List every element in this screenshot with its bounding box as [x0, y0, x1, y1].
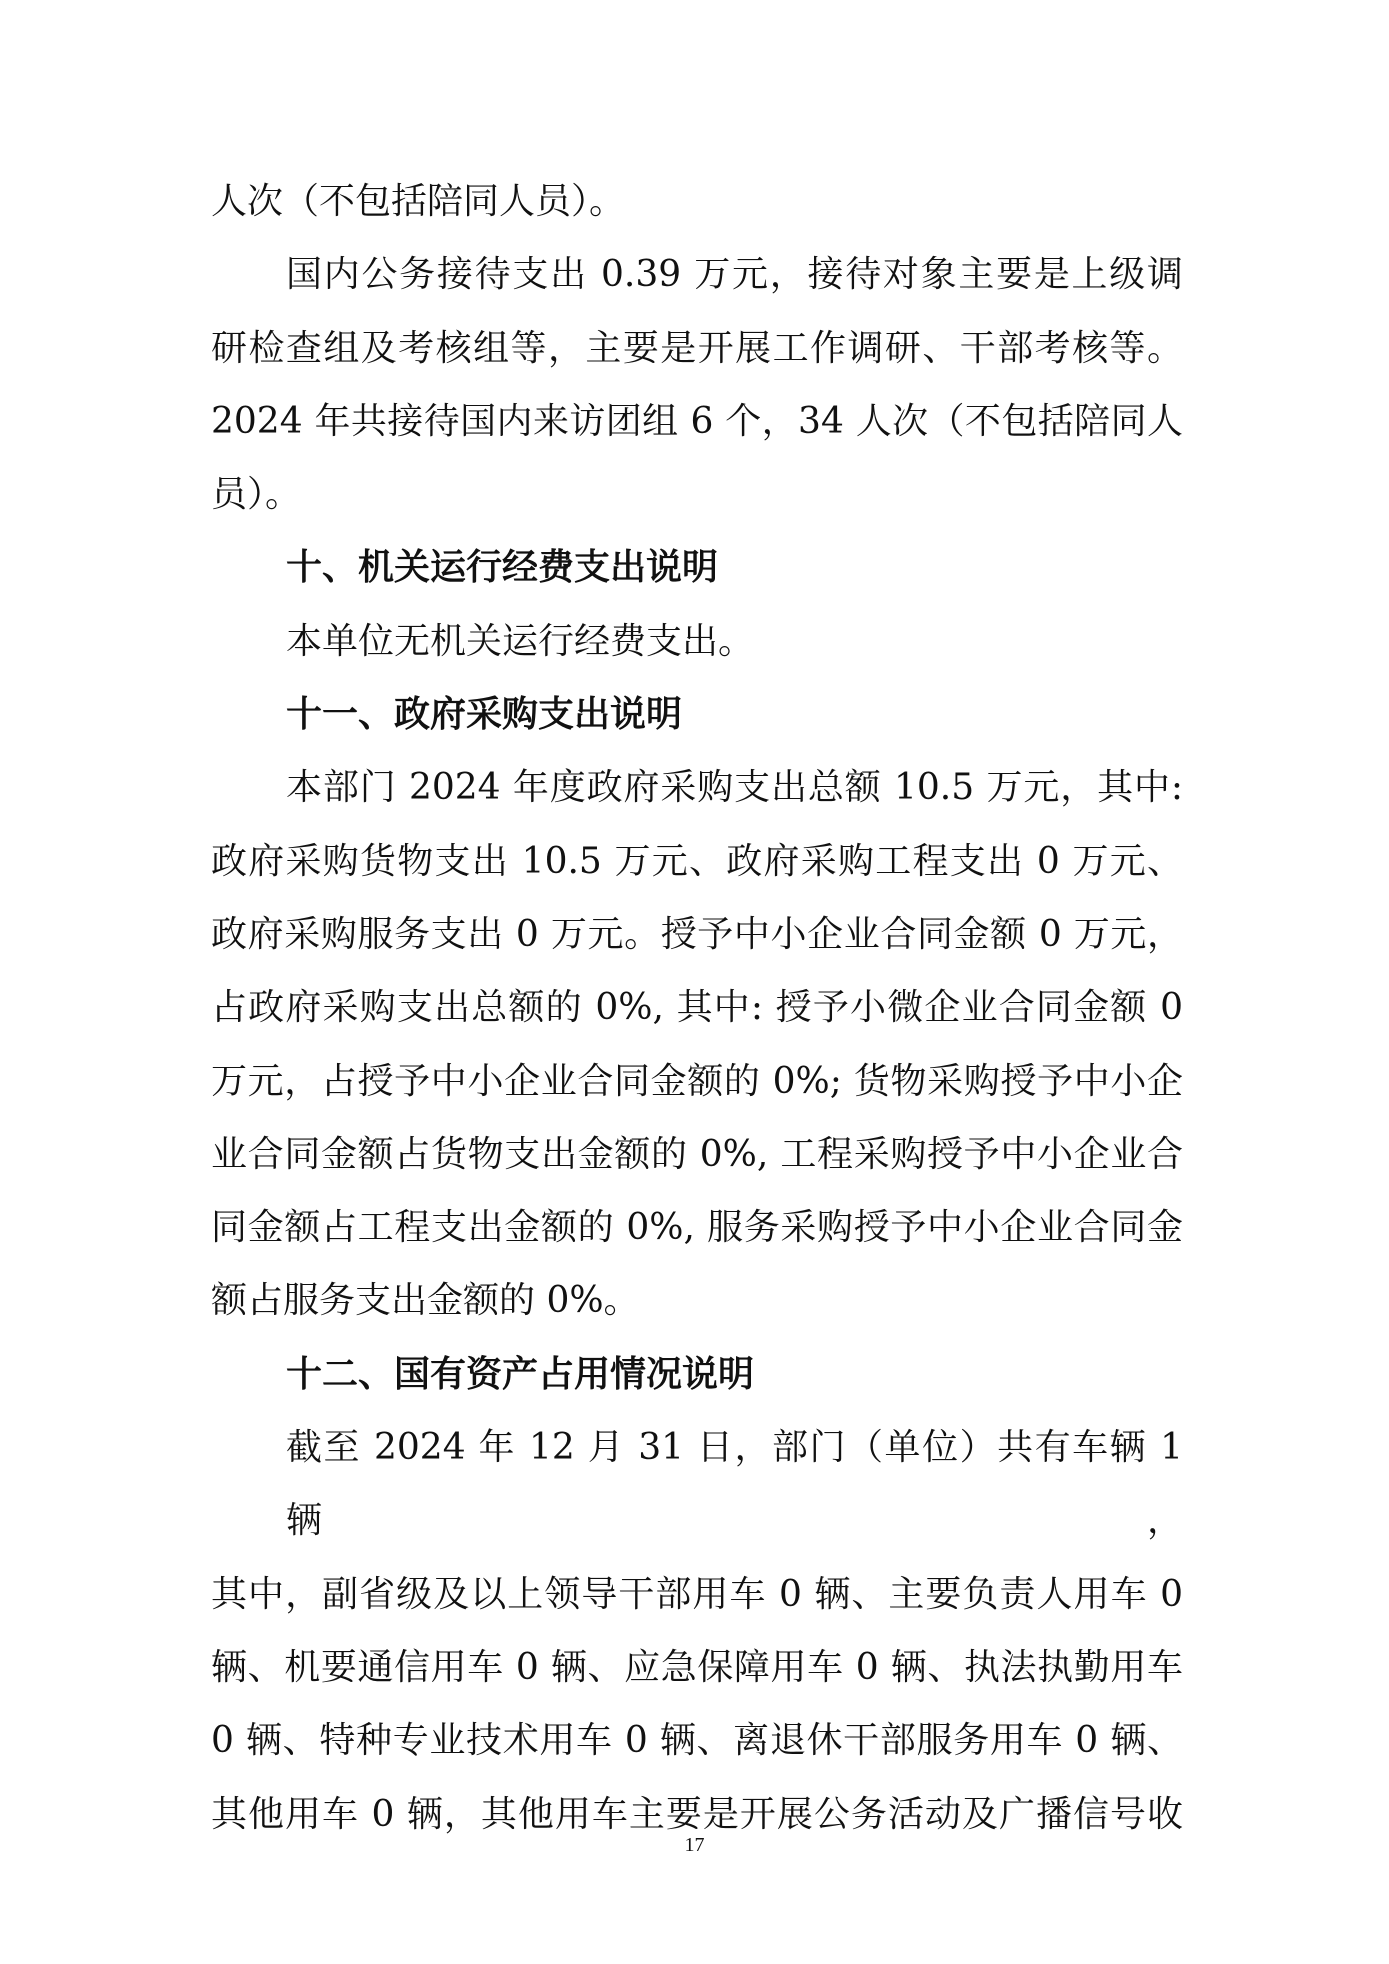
paragraph-line: 同金额占工程支出金额的 0%, 服务采购授予中小企业合同金: [211, 1207, 1183, 1249]
paragraph-line: 截至 2024 年 12 月 31 日，部门（单位）共有车辆 1 辆，: [286, 1427, 1183, 1542]
paragraph: [211, 1411, 1183, 1851]
section-heading: 十一、政府采购支出说明: [286, 694, 683, 736]
reception-paragraph: [211, 238, 1183, 531]
paragraph-line: 本部门 2024 年度政府采购支出总额 10.5 万元，其中:: [286, 767, 1183, 809]
section-11: [211, 678, 1183, 1338]
paragraph-line: 其中，副省级及以上领导干部用车 0 辆、主要负责人用车 0: [211, 1573, 1183, 1615]
section-10: [211, 531, 1183, 678]
paragraph-line: 国内公务接待支出 0.39 万元，接待对象主要是上级调: [286, 254, 1183, 296]
paragraph-line: 研检查组及考核组等，主要是开展工作调研、干部考核等。: [211, 327, 1183, 369]
paragraph-line: 万元，占授予中小企业合同金额的 0%; 货物采购授予中小企: [211, 1060, 1183, 1102]
paragraph-line: 2024 年共接待国内来访团组 6 个，34 人次（不包括陪同人: [211, 400, 1183, 442]
paragraph-line: 业合同金额占货物支出金额的 0%, 工程采购授予中小企业合: [211, 1133, 1183, 1175]
paragraph-line: 0 辆、特种专业技术用车 0 辆、离退休干部服务用车 0 辆、: [211, 1720, 1183, 1762]
section-heading: 十二、国有资产占用情况说明: [286, 1353, 755, 1395]
paragraph-line: 辆、机要通信用车 0 辆、应急保障用车 0 辆、执法执勤用车: [211, 1646, 1183, 1688]
page-number: 17: [684, 1834, 705, 1856]
paragraph-line: 额占服务支出金额的 0%。: [211, 1280, 640, 1322]
paragraph: [211, 605, 1183, 678]
paragraph-line: 占政府采购支出总额的 0%, 其中: 授予小微企业合同金额 0: [211, 987, 1183, 1029]
paragraph-line: 本单位无机关运行经费支出。: [286, 620, 755, 662]
paragraph-line: 员）。: [211, 474, 302, 516]
paragraph-line: 其他用车 0 辆，其他用车主要是开展公务活动及广播信号收: [211, 1793, 1183, 1835]
document-body: [211, 165, 1183, 1851]
continued-paragraph: [211, 165, 1183, 238]
paragraph-line: 政府采购货物支出 10.5 万元、政府采购工程支出 0 万元、: [211, 840, 1183, 882]
section-12: [211, 1338, 1183, 1851]
paragraph-line: 人次（不包括陪同人员）。: [211, 181, 626, 222]
paragraph-line: 政府采购服务支出 0 万元。授予中小企业合同金额 0 万元，: [211, 913, 1183, 955]
section-heading: 十、机关运行经费支出说明: [286, 547, 719, 589]
paragraph: [211, 751, 1183, 1337]
